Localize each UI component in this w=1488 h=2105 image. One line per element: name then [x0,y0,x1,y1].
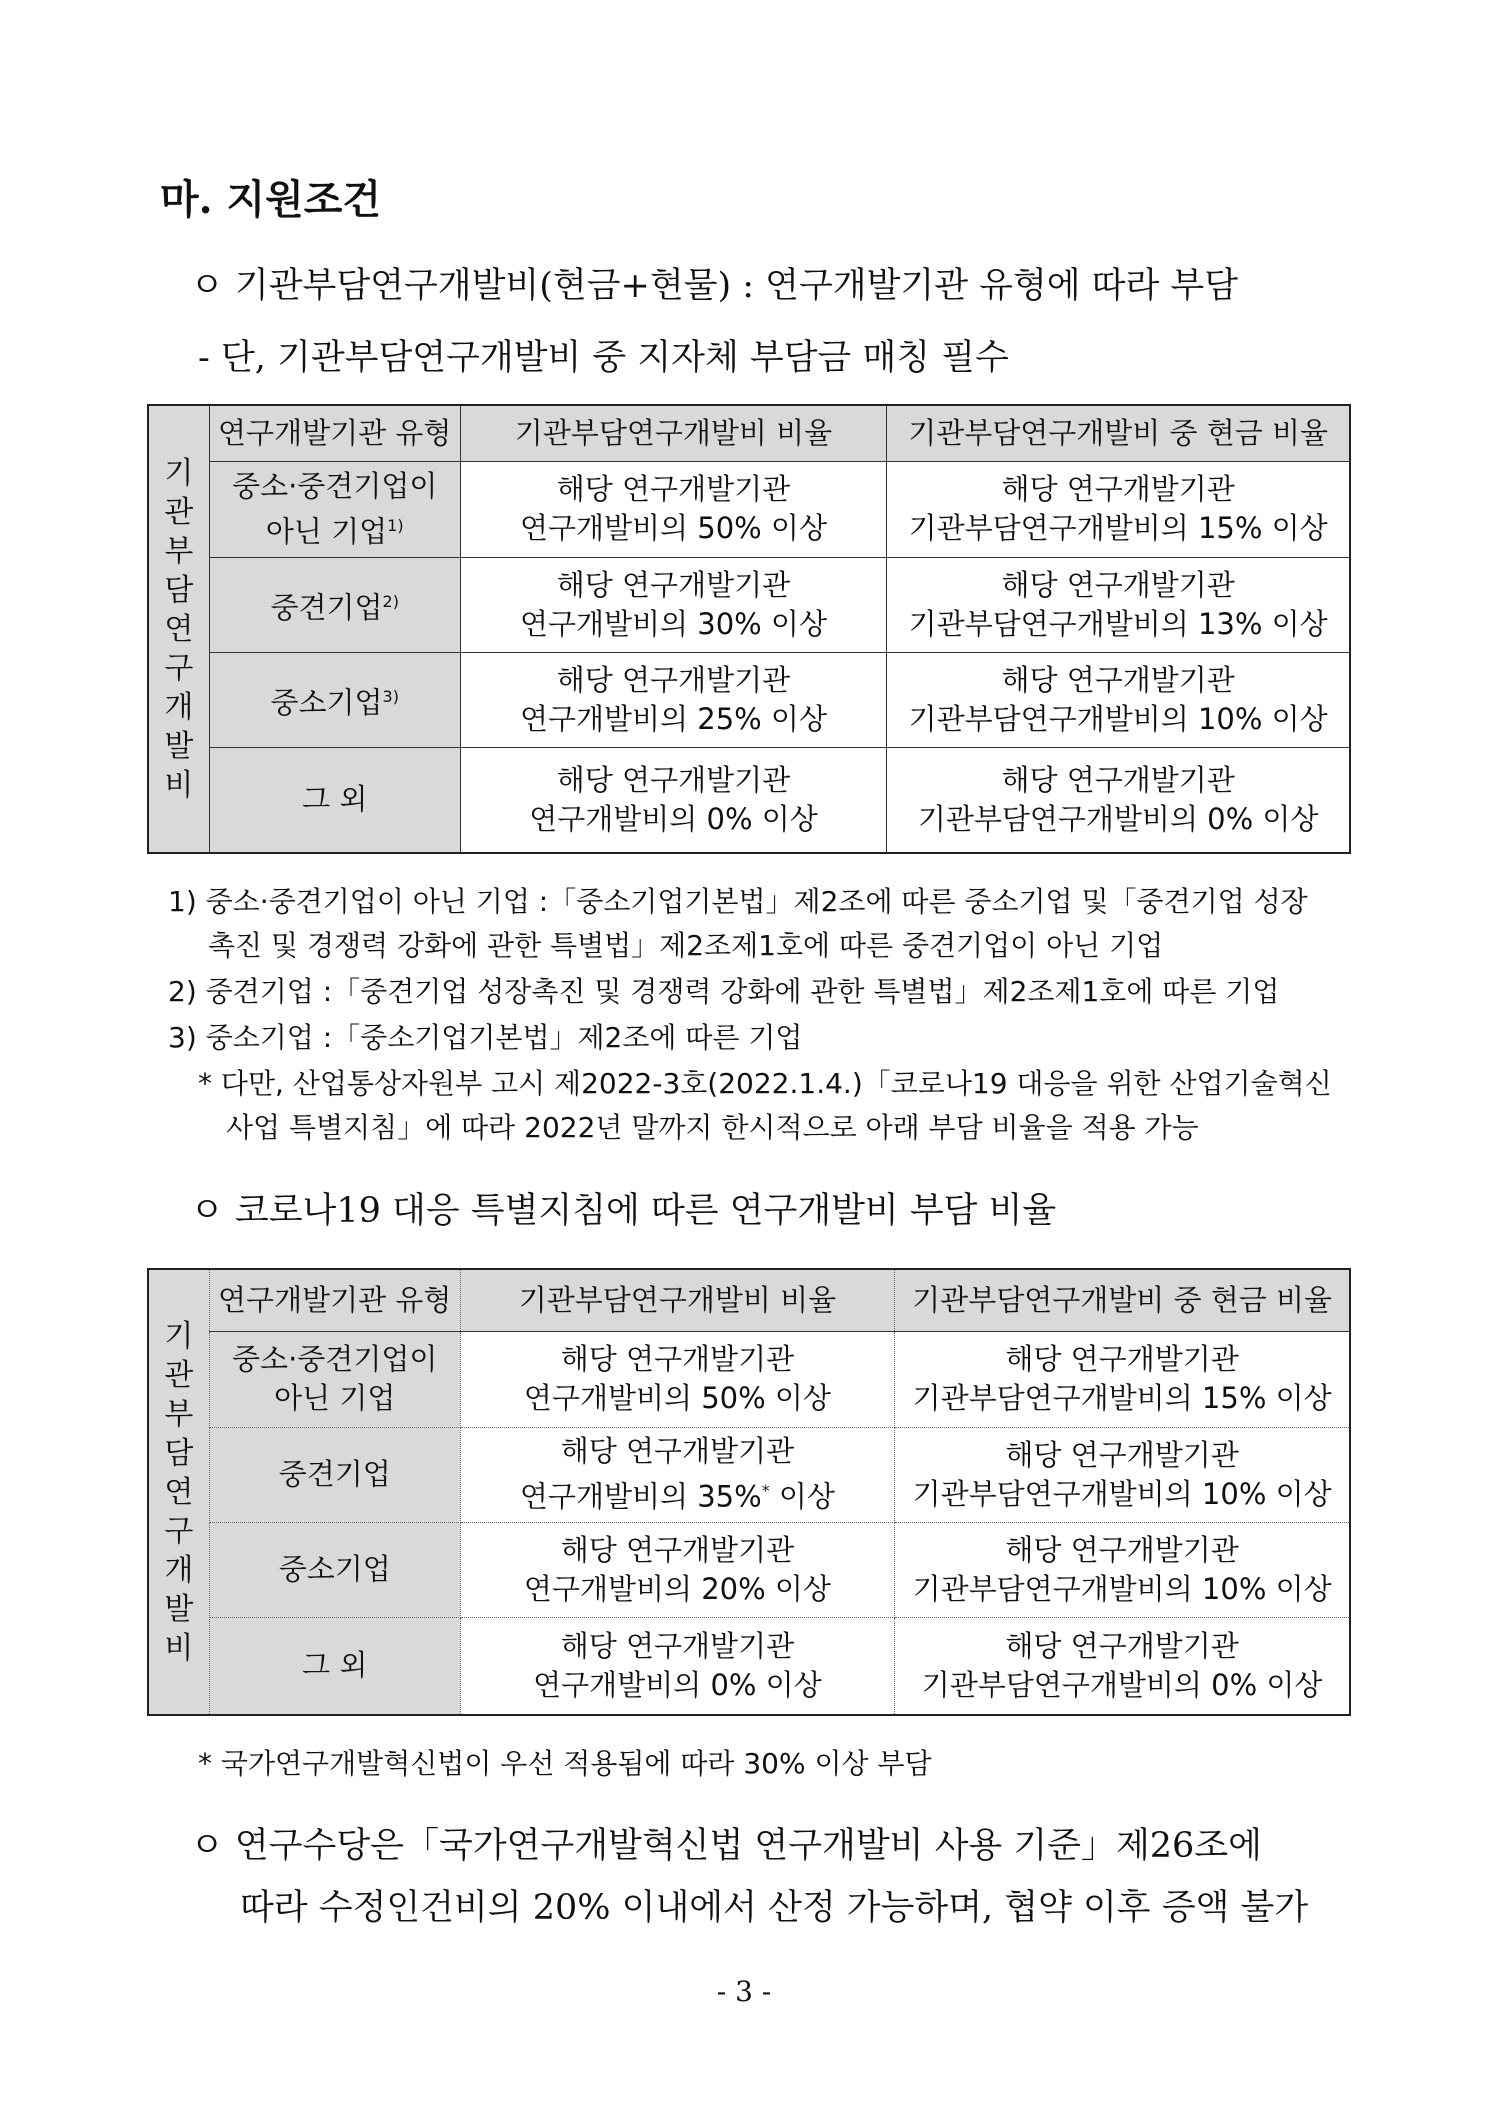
bullet-research-allowance: ㅇ 연구수당은「국가연구개발혁신법 연구개발비 사용 기준」제26조에 [190,1826,1262,1866]
header-ratio: 기관부담연구개발비 비율 [460,405,887,461]
footnote-1-cont: 촉진 및 경쟁력 강화에 관한 특별법」제2조제1호에 따른 중견기업이 아닌 기업 [208,929,1164,962]
page-number: - 3 - [716,1975,772,2008]
covid-cost-share-table [147,1268,1351,1716]
table-row: 중견기업$^{2)}$ 해당 연구개발기관 연구개발비의 30% 이상 해당 연구개발기관 기관부담연구개발비의 13% 이상 [148,557,1350,652]
header-type: 연구개발기관 유형 [209,405,460,461]
header-cash: 기관부담연구개발비 중 현금 비율 [895,1269,1350,1331]
footnote-2: 2) 중견기업 :「중견기업 성장촉진 및 경쟁력 강화에 관한 특별법」제2조제1호에 따른 기업 [168,975,1280,1008]
asterisk-note-2: * 국가연구개발혁신법이 우선 적용됨에 따라 30% 이상 부담 [198,1747,932,1780]
header-cash: 기관부담연구개발비 중 현금 비율 [887,405,1350,461]
side-label: 기 관 부 담 연 구 개 발 비 [148,405,209,853]
section-title: 마. 지원조건 [160,176,382,223]
side-label: 기 관 부 담 연 구 개 발 비 [148,1269,209,1715]
footnote-1: 1) 중소·중견기업이 아닌 기업 :「중소기업기본법」제2조에 따른 중소기업 및「중견기업 성장 [168,885,1308,918]
table-row: 중소·중견기업이 아닌 기업$^{1)}$ 해당 연구개발기관 연구개발비의 50% 이상 해당 연구개발기관 기관부담연구개발비의 15% 이상 [148,461,1350,557]
asterisk-note: * 다만, 산업통상자원부 고시 제2022-3호(2022.1.4.)「코로나19 대응을 위한 산업기술혁신 [198,1067,1332,1100]
table-row: 중견기업 해당 연구개발기관 연구개발비의 35%* 이상 해당 연구개발기관 기관부담연구개발비의 10% 이상 [148,1427,1350,1522]
footnote-3: 3) 중소기업 :「중소기업기본법」제2조에 따른 기업 [168,1021,803,1054]
asterisk-note-cont: 사업 특별지침」에 따라 2022년 말까지 한시적으로 아래 부담 비율을 적용 가능 [226,1111,1199,1144]
bullet-institution-share: ㅇ 기관부담연구개발비(현금+현물) : 연구개발기관 유형에 따라 부담 [190,266,1239,306]
bullet-research-allowance-cont: 따라 수정인건비의 20% 이내에서 산정 가능하며, 협약 이후 증액 불가 [240,1888,1309,1928]
bullet-sub-local-matching: - 단, 기관부담연구개발비 중 지자체 부담금 매칭 필수 [198,338,1009,378]
bullet-covid-ratio: ㅇ 코로나19 대응 특별지침에 따른 연구개발비 부담 비율 [190,1191,1057,1231]
table-row: 중소·중견기업이 아닌 기업 해당 연구개발기관 연구개발비의 50% 이상 해당 연구개발기관 기관부담연구개발비의 15% 이상 [148,1331,1350,1427]
table-row: 그 외 해당 연구개발기관 연구개발비의 0% 이상 해당 연구개발기관 기관부담연구개발비의 0% 이상 [148,747,1350,853]
table-row: 중소기업 해당 연구개발기관 연구개발비의 20% 이상 해당 연구개발기관 기관부담연구개발비의 10% 이상 [148,1522,1350,1617]
table-row: 그 외 해당 연구개발기관 연구개발비의 0% 이상 해당 연구개발기관 기관부담연구개발비의 0% 이상 [148,1617,1350,1715]
cost-share-table [147,404,1351,854]
table-row: 중소기업$^{3)}$ 해당 연구개발기관 연구개발비의 25% 이상 해당 연구개발기관 기관부담연구개발비의 10% 이상 [148,652,1350,747]
header-type: 연구개발기관 유형 [209,1269,460,1331]
header-ratio: 기관부담연구개발비 비율 [460,1269,895,1331]
